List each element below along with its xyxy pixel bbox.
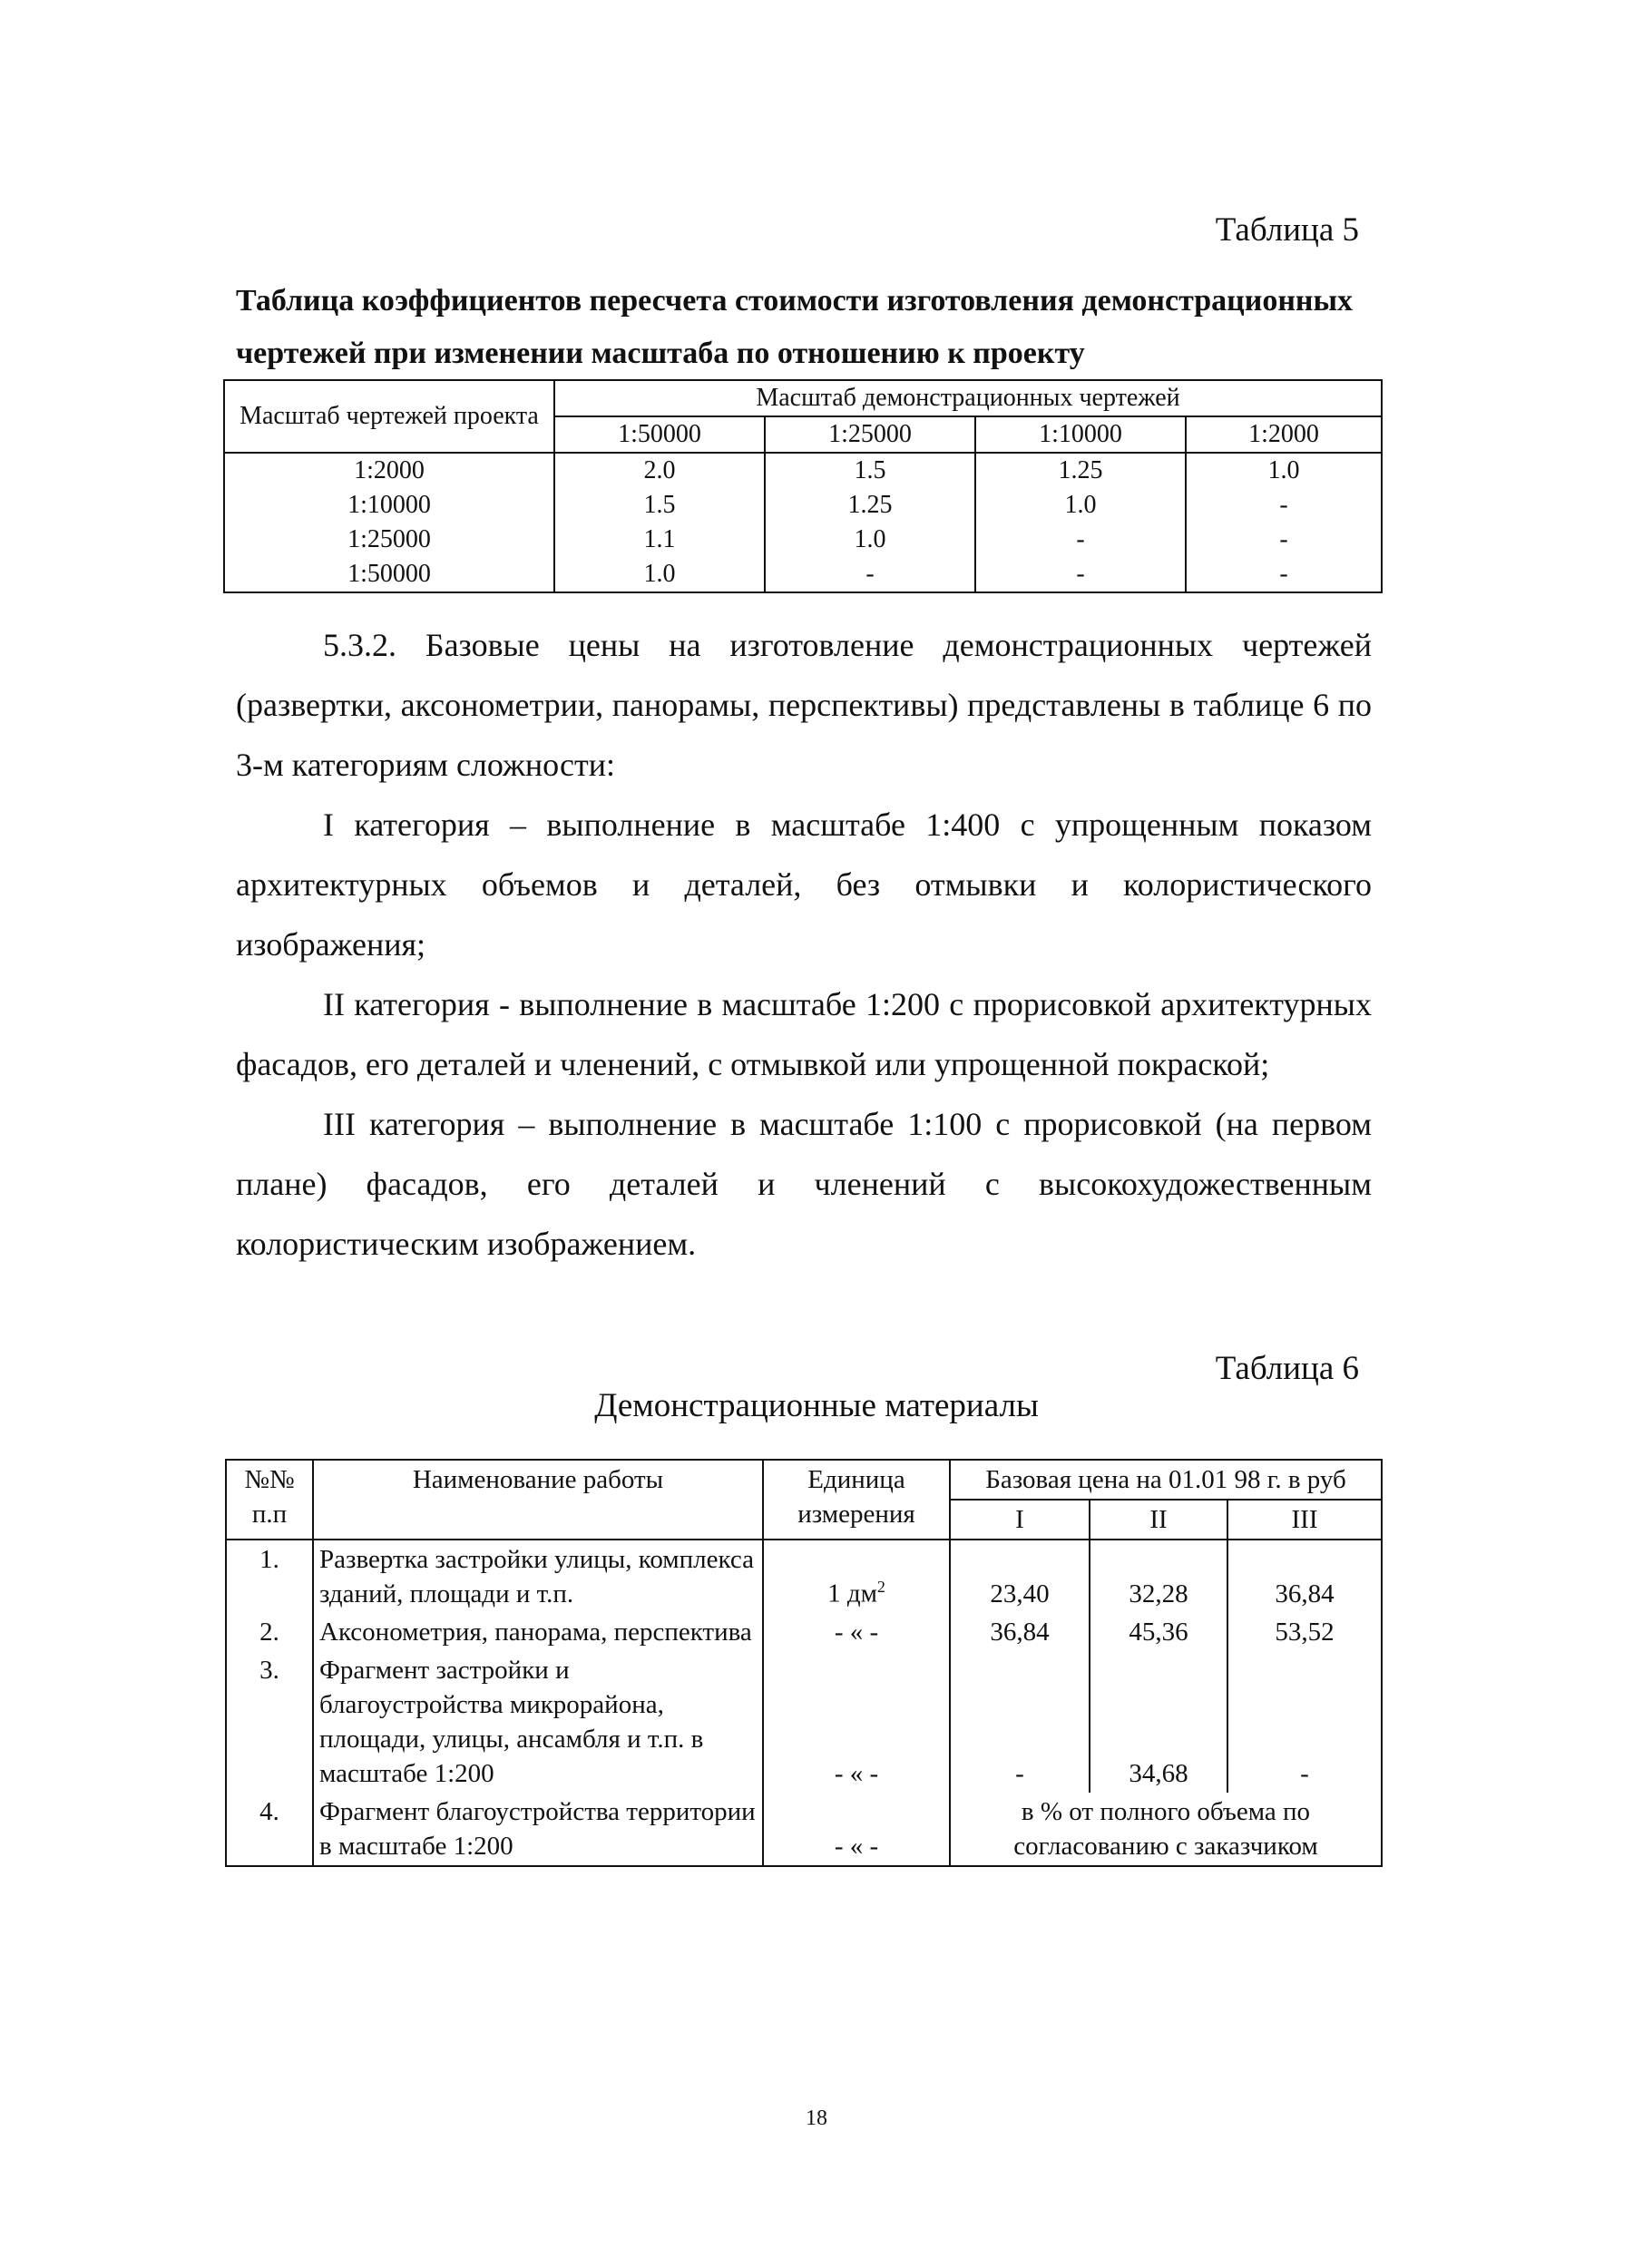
paragraph-category-3: III категория – выполнение в масштабе 1:100 с прорисовкой (на первом плане) фасадов, его деталей и членений с высокохудожественным колористическим изображением.: [236, 1106, 1372, 1262]
table6-row: [226, 1793, 1382, 1866]
table6-price: 36,84: [950, 1613, 1090, 1651]
table6: [225, 1459, 1383, 1867]
table5-row-scale: 1:25000: [224, 523, 554, 557]
table6-price: 36,84: [1227, 1540, 1382, 1613]
table6-price-note: в % от полного объема по согласованию с заказчиком: [950, 1793, 1382, 1866]
table6-row-unit: [763, 1540, 950, 1613]
unit-superscript: 2: [876, 1578, 885, 1597]
table6-row-num: 4.: [226, 1793, 313, 1866]
table6-caption: Демонстрационные материалы: [594, 1387, 1039, 1424]
table5-cell: -: [765, 557, 975, 592]
table6-row-name: Фрагмент застройки и благоустройства микрорайона, площади, улицы, ансамбля и т.п. в масштабе 1:200: [313, 1651, 763, 1793]
table5-cell: -: [975, 523, 1186, 557]
table5-cell: 1.5: [765, 453, 975, 488]
table5-cell: 1.0: [765, 523, 975, 557]
page-number: 18: [806, 2107, 827, 2130]
table6-header-name: Наименование работы: [313, 1460, 763, 1540]
table5-cell: 1.1: [554, 523, 765, 557]
table5-cell: 1.0: [1186, 453, 1382, 488]
table5-cell: 1.25: [765, 488, 975, 523]
table5-row-scale: 1:2000: [224, 453, 554, 488]
table6-row-num: 2.: [226, 1613, 313, 1651]
table6-row-name: Развертка застройки улицы, комплекса зданий, площади и т.п.: [313, 1540, 763, 1613]
body-text: [236, 615, 1372, 1274]
paragraph-category-1: I категория – выполнение в масштабе 1:400 с упрощенным показом архитектурных объемов и деталей, без отмывки и колористического изображения;: [236, 807, 1372, 963]
table6-row-name: Фрагмент благоустройства территории в масштабе 1:200: [313, 1793, 763, 1866]
table5-header-row: [224, 380, 1382, 416]
table5-demo-scale: 1:10000: [975, 416, 1186, 453]
table5-demo-scale: 1:25000: [765, 416, 975, 453]
table5-demo-scale: 1:2000: [1186, 416, 1382, 453]
table6-header-unit: Единица измерения: [763, 1460, 950, 1540]
table5-cell: -: [1186, 488, 1382, 523]
table6-price: 53,52: [1227, 1613, 1382, 1651]
table5-row-scale: 1:10000: [224, 488, 554, 523]
table6-row: [226, 1613, 1382, 1651]
table6-category: I: [950, 1500, 1090, 1540]
table5-row: [224, 523, 1382, 557]
paragraph-5-3-2: 5.3.2. Базовые цены на изготовление демонстрационных чертежей (развертки, аксонометрии, панорамы, перспективы) представлены в таблице 6 по 3-м категориям сложности:: [236, 627, 1372, 783]
table6-row: [226, 1540, 1382, 1613]
table6-category: II: [1090, 1500, 1227, 1540]
table6-price: -: [950, 1651, 1090, 1793]
table5-cell: 1.5: [554, 488, 765, 523]
table5-cell: -: [1186, 523, 1382, 557]
table6-header-price: Базовая цена на 01.01 98 г. в руб: [950, 1460, 1382, 1500]
table6-row-unit: - « -: [763, 1793, 950, 1866]
table6-row-unit: - « -: [763, 1613, 950, 1651]
paragraph-category-2: II категория - выполнение в масштабе 1:200 с прорисовкой архитектурных фасадов, его деталей и членений, с отмывкой или упрощенной покраской;: [236, 986, 1372, 1082]
table5-cell: 2.0: [554, 453, 765, 488]
table6-label: Таблица 6: [1215, 1350, 1359, 1387]
table6-header-row: [226, 1460, 1382, 1500]
unit-text: 1 дм: [827, 1579, 877, 1608]
table5-row: [224, 453, 1382, 488]
table6-price: 34,68: [1090, 1651, 1227, 1793]
table5-row-scale: 1:50000: [224, 557, 554, 592]
table6-price: 23,40: [950, 1540, 1090, 1613]
table6-price: -: [1227, 1651, 1382, 1793]
table5-cell: 1.0: [975, 488, 1186, 523]
table6-price: 32,28: [1090, 1540, 1227, 1613]
table5: [223, 379, 1383, 593]
table5-cell: 1.25: [975, 453, 1186, 488]
table6-row-unit: - « -: [763, 1651, 950, 1793]
table6-price: 45,36: [1090, 1613, 1227, 1651]
table5-header-demo: Масштаб демонстрационных чертежей: [554, 380, 1382, 416]
table5-row: [224, 488, 1382, 523]
table6-row: [226, 1651, 1382, 1793]
table5-header-project: Масштаб чертежей проекта: [224, 380, 554, 453]
table5-cell: 1.0: [554, 557, 765, 592]
table5-cell: -: [1186, 557, 1382, 592]
table5-row: [224, 557, 1382, 592]
table6-category: III: [1227, 1500, 1382, 1540]
table5-label: Таблица 5: [1215, 211, 1359, 249]
table6-header-num: №№ п.п: [226, 1460, 313, 1540]
table5-demo-scale: 1:50000: [554, 416, 765, 453]
table5-title: Таблица коэффициентов пересчета стоимости изготовления демонстрационных чертежей при изменении масштаба по отношению к проекту: [236, 284, 1354, 370]
table6-row-num: 1.: [226, 1540, 313, 1613]
table6-row-num: 3.: [226, 1651, 313, 1793]
table5-cell: -: [975, 557, 1186, 592]
table6-row-name: Аксонометрия, панорама, перспектива: [313, 1613, 763, 1651]
